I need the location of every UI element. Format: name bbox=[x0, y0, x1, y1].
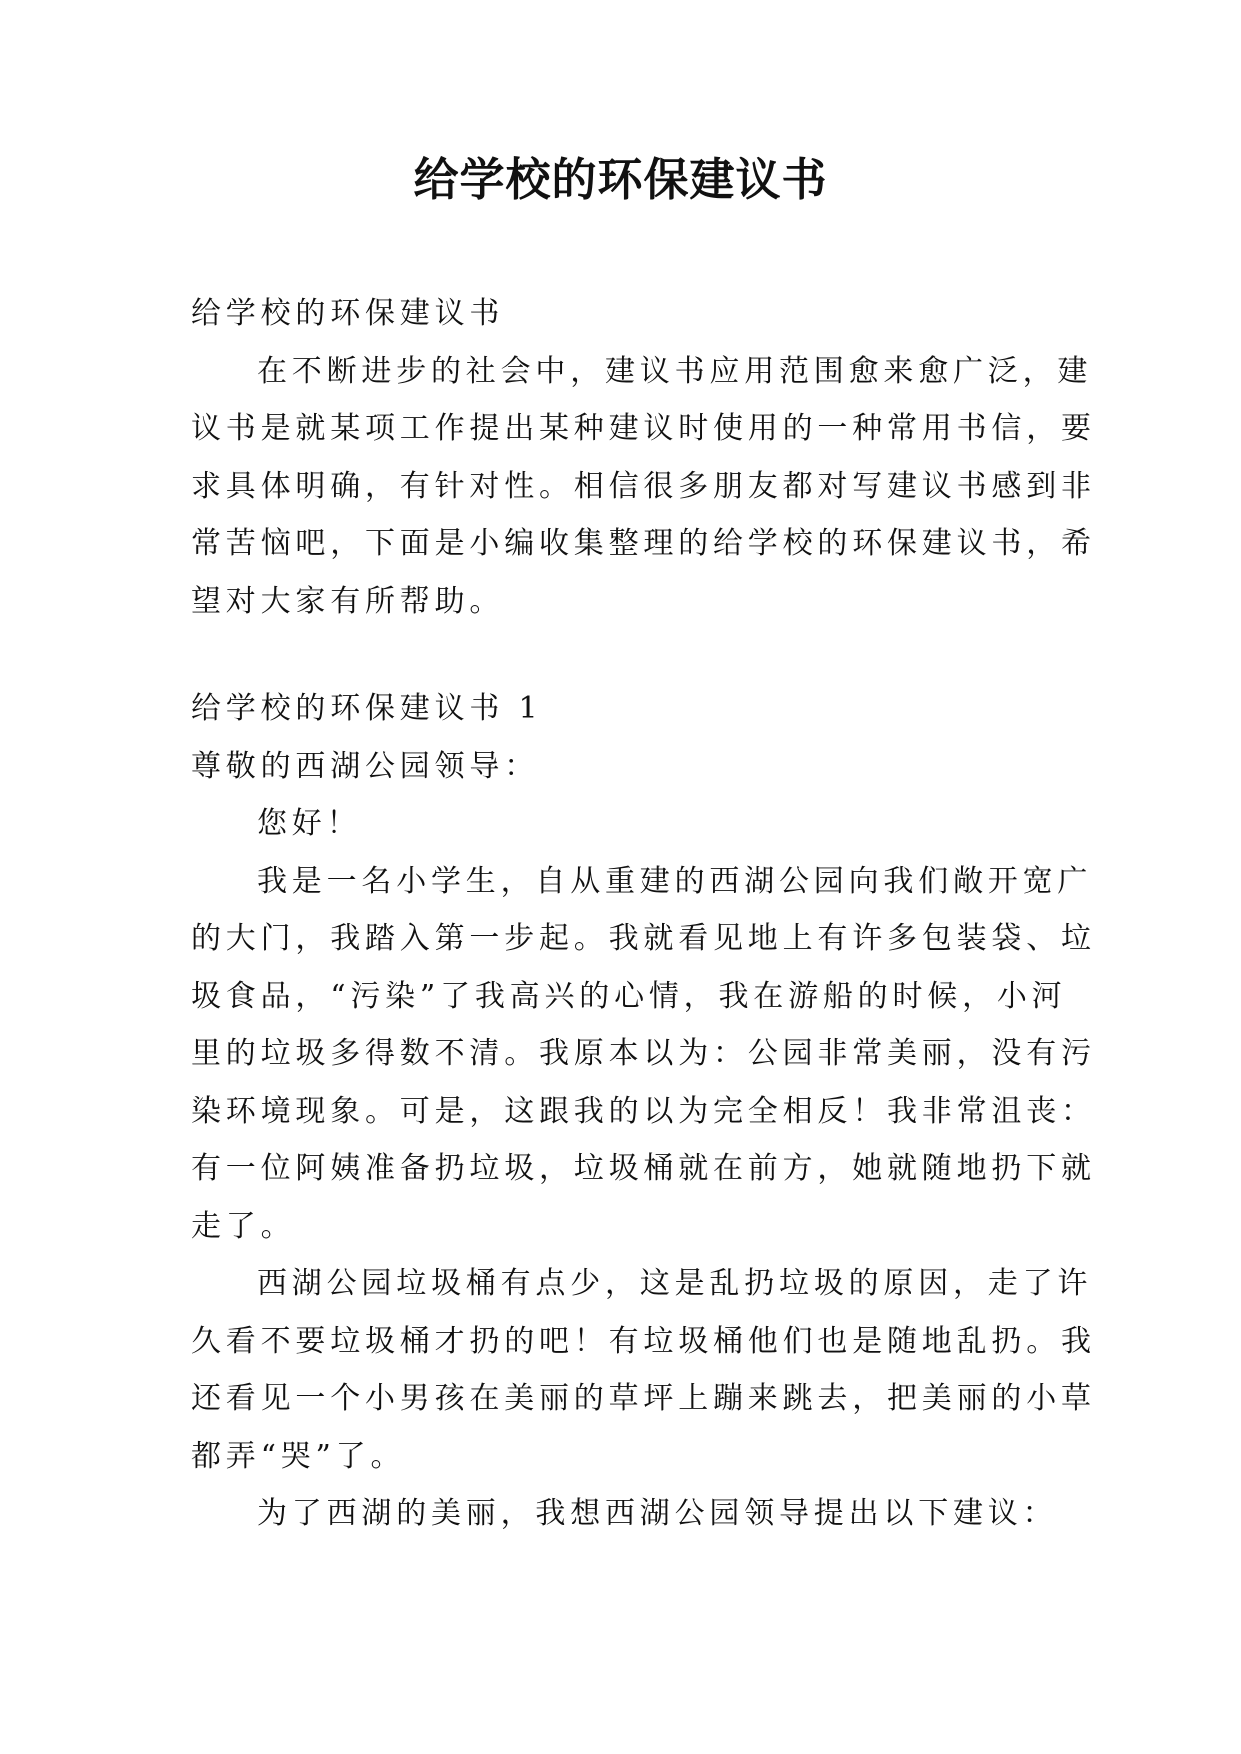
paragraph-3 bbox=[191, 1485, 1058, 1543]
intro-line: 议书是就某项工作提出某种建议时使用的一种常用书信，要 bbox=[191, 411, 1096, 446]
paragraph-line: 我是一名小学生，自从重建的西湖公园向我们敞开宽广 bbox=[257, 863, 1093, 899]
section-spacer bbox=[191, 630, 1053, 680]
intro-line: 求具体明确，有针对性。相信很多朋友都对写建议书感到非 bbox=[191, 468, 1096, 504]
paragraph-line: 的大门，我踏入第一步起。我就看见地上有许多包装袋、垃 bbox=[191, 921, 1096, 956]
document-title: 给学校的环保建议书 bbox=[413, 153, 828, 206]
salutation: 尊敬的西湖公园领导： bbox=[191, 748, 539, 784]
intro-line: 望对大家有所帮助。 bbox=[191, 583, 505, 619]
intro-line: 在不断进步的社会中，建议书应用范围愈来愈广泛，建 bbox=[257, 353, 1093, 389]
paragraph-line: 都弄“哭”了。 bbox=[191, 1438, 406, 1474]
intro-line: 常苦恼吧，下面是小编收集整理的给学校的环保建议书，希 bbox=[191, 526, 1096, 561]
paragraph-2 bbox=[191, 1255, 1096, 1485]
paragraph-1 bbox=[191, 853, 1096, 1256]
paragraph-line: 里的垃圾多得数不清。我原本以为：公园非常美丽，没有污 bbox=[191, 1036, 1096, 1071]
paragraph-line: 走了。 bbox=[191, 1208, 296, 1244]
paragraph-line: 还看见一个小男孩在美丽的草坪上蹦来跳去，把美丽的小草 bbox=[191, 1381, 1096, 1416]
section-heading: 给学校的环保建议书 1 bbox=[191, 691, 543, 726]
paragraph-line: 染环境现象。可是，这跟我的以为完全相反！我非常沮丧： bbox=[191, 1093, 1096, 1129]
paragraph-line: 有一位阿姨准备扔垃圾，垃圾桶就在前方，她就随地扔下就 bbox=[191, 1151, 1096, 1186]
paragraph-line: 为了西湖的美丽，我想西湖公园领导提出以下建议： bbox=[257, 1496, 1058, 1531]
document-subtitle: 给学校的环保建议书 bbox=[191, 296, 505, 331]
paragraph-line: 西湖公园垃圾桶有点少，这是乱扔垃圾的原因，走了许 bbox=[257, 1266, 1093, 1301]
paragraph-line: 久看不要垃圾桶才扔的吧！有垃圾桶他们也是随地乱扔。我 bbox=[191, 1323, 1096, 1359]
paragraph-line: 圾食品，“污染”了我高兴的心情，我在游船的时候，小河 bbox=[191, 978, 1067, 1014]
intro-paragraph bbox=[191, 343, 1096, 631]
greeting: 您好！ bbox=[257, 806, 362, 841]
document-body bbox=[191, 285, 1096, 1543]
